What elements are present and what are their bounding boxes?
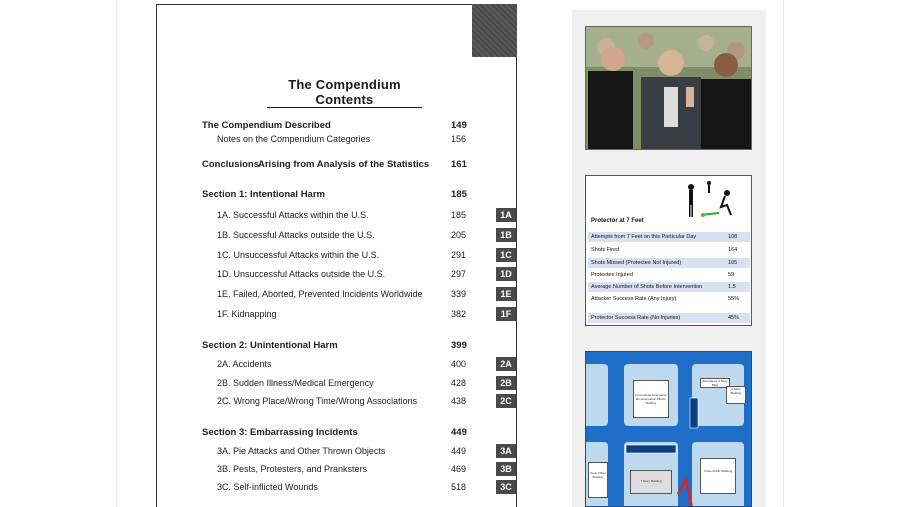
toc-entry [157,287,517,301]
stats-row-value: 105 [728,260,738,266]
toc-entry-title: 1E. Failed, Aborted, Prevented Incidents Worldwide [217,289,423,299]
toc-entry-page: 205 [451,230,467,240]
toc-entry-page: 438 [451,396,467,406]
toc-entry [157,248,517,262]
toc-entry-page: 469 [451,464,467,474]
stats-row-label: Average Number of Shots Before Intervention [591,284,703,290]
protector-stats-card [585,175,752,326]
stats-row [588,294,750,304]
toc-entry-title: 1F. Kidnapping [217,309,277,319]
toc-entry-title: 3C. Self-inflicted Wounds [217,482,318,492]
stats-row-label: Attacker Success Rate (Any Injury) [591,296,677,302]
toc-entry-title: Section 3: Embarrassing Incidents [202,427,358,438]
diagram-note: Cross Public Building [700,458,736,494]
toc-entry-title: 2B. Sudden Illness/Medical Emergency [217,378,374,388]
section-tab[interactable]: 1B [496,228,516,242]
section-tab[interactable]: 1E [496,287,516,301]
diagram-note: 7 Story Building [630,470,672,494]
stats-row [588,258,750,268]
diagram-routes-overlay [586,352,752,507]
section-tab[interactable]: 1C [496,248,516,262]
section-tab[interactable]: 2C [496,394,516,408]
toc-entry-page: 518 [451,482,467,492]
toc-entry-page: 400 [451,359,467,369]
toc-entry-title: 1A. Successful Attacks within the U.S. [217,210,369,220]
toc-entry-page: 382 [451,309,467,319]
toc-entry [157,394,517,408]
stats-row [588,232,750,242]
toc-entry-title: 3A. Pie Attacks and Other Thrown Objects [217,446,386,456]
toc-entry [157,307,517,321]
stats-row-value: 164 [728,247,738,253]
toc-entry [157,339,517,353]
toc-entry-page: 149 [451,120,467,131]
toc-entry-title: 3B. Pests, Protesters, and Pranksters [217,464,368,474]
diagram-note: 3 Story Building [726,386,746,404]
toc-entry [157,208,517,222]
toc-entry-title: The Compendium Described [202,120,331,131]
stats-row-label: Attempts from 7 Feet on this Particular Day [591,234,697,240]
crowd-photo-illustration [586,27,752,150]
toc-entry-page: 185 [451,210,467,220]
diagram-note: Commander Evacuation Bin Evacuation Affects Building [633,380,669,418]
protector-attacker-figures-icon [681,179,741,219]
toc-entry-page: 339 [451,289,467,299]
stats-row-value: 45% [728,315,740,321]
toc-entry [157,267,517,281]
stats-row [588,245,750,255]
toc-entry-title: 1D. Unsuccessful Attacks outside the U.S. [217,269,386,279]
section-tab[interactable]: 2A [496,357,516,371]
stats-row-label: Protector Success Rate (No Injuries) [591,315,681,321]
toc-entry-title: 2A. Accidents [217,359,272,369]
bodyguards-photo [585,26,752,150]
toc-entry-page: 428 [451,378,467,388]
toc-entry-title: 1C. Unsuccessful Attacks within the U.S. [217,250,380,260]
toc-entry-page: 156 [451,134,467,144]
toc-entry-page: 297 [451,269,467,279]
document-page [156,4,517,507]
toc-entry [157,158,517,172]
section-tab[interactable]: 1F [496,307,516,321]
section-tab[interactable]: 3B [496,462,516,476]
toc-entry [157,188,517,202]
stats-row-value: 108 [728,234,738,240]
toc-entry-page: 399 [451,340,467,351]
section-tab[interactable]: 2B [496,376,516,390]
toc-entry [157,462,517,476]
diagram-note: Attendance 3 Story Bldg [700,378,730,388]
toc-entry [157,426,517,440]
toc-entry [157,119,517,133]
toc-entry-page: 449 [451,446,467,456]
toc-entry-title: Conclusions [202,159,260,170]
stats-row-label: Protectee Injured [591,272,633,278]
section-tab[interactable]: 1A [496,208,516,222]
toc-entry [157,357,517,371]
toc-entry-page: 161 [451,159,467,170]
stats-row-value: 1.5 [728,284,736,290]
section-tab[interactable]: 3C [496,480,516,494]
diagram-note: Temp Office Building [588,462,608,498]
document-title: The Compendium Contents [267,77,422,108]
toc-entry-page: 291 [451,250,467,260]
stats-row-value: 59 [728,272,735,278]
stats-row [588,313,750,323]
stats-title: Protector at 7 Feet [591,218,644,224]
toc-entry [157,444,517,458]
stats-row-value: 55% [728,296,740,302]
toc-entry-title: Section 1: Intentional Harm [202,189,325,200]
stats-row [588,270,750,280]
toc-entry-title: 2C. Wrong Place/Wrong Time/Wrong Associations [217,396,418,406]
stats-row [588,282,750,292]
toc-entry-page: 449 [451,427,467,438]
toc-entry [157,480,517,494]
corner-pattern-block [472,4,517,57]
stats-row-label: Shots Missed (Protectee Not Injured) [591,260,682,266]
building-diagram [585,351,752,507]
section-tab[interactable]: 3A [496,444,516,458]
toc-entry-page: 185 [451,189,467,200]
stats-row-label: Shots Fired [591,247,620,253]
toc-entry [157,132,517,146]
section-tab[interactable]: 1D [496,267,516,281]
toc-entry [157,228,517,242]
toc-entry [157,376,517,390]
toc-entry-title: Notes on the Compendium Categories [217,134,371,144]
toc-entry-title: Section 2: Unintentional Harm [202,340,338,351]
toc-entry-subtitle: Arising from Analysis of the Statistics [258,159,430,170]
toc-entry-title: 1B. Successful Attacks outside the U.S. [217,230,375,240]
